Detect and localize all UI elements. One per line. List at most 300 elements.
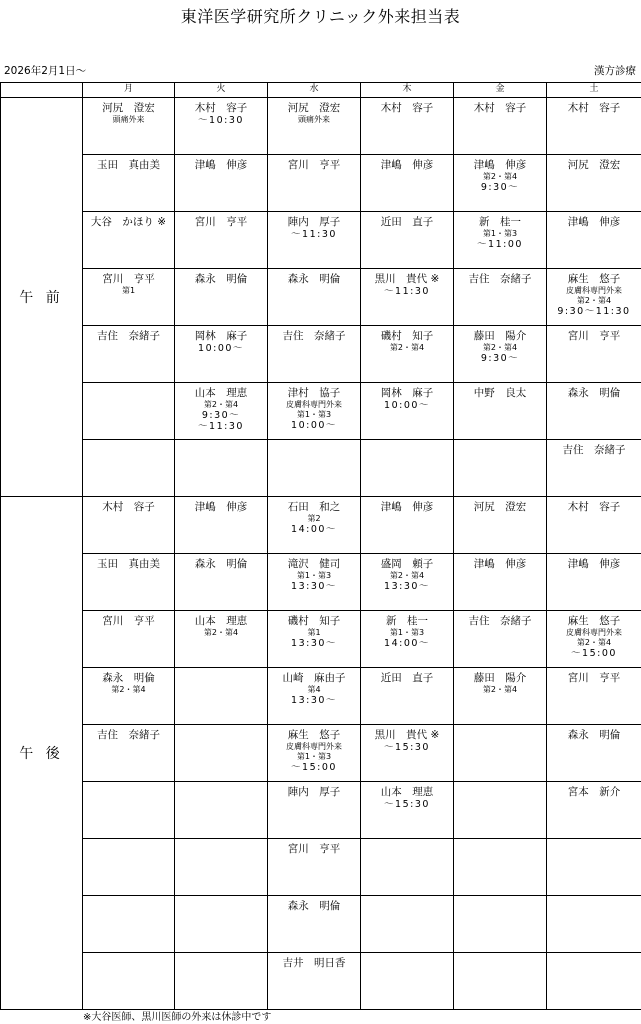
doctor-entry [361,896,453,899]
schedule-cell [547,269,641,326]
doctor-entry [268,668,360,706]
doctor-entry [454,155,546,193]
doctor-name: 吉住 奈緒子 [282,330,346,342]
schedule-cell [547,440,641,497]
schedule-cell [547,383,641,440]
doctor-entry [175,440,267,443]
schedule-note: 頭痛外来 [112,115,145,124]
schedule-cell [454,554,547,611]
doctor-name: 宮本 新介 [567,786,621,798]
doctor-entry [83,326,174,343]
doctor-name: 宮川 亨平 [567,672,621,684]
schedule-row [1,98,641,155]
doctor-name: 近田 直子 [380,672,434,684]
schedule-cell [454,269,547,326]
time-range: 14:00〜 [384,638,430,649]
doctor-name: 森永 明倫 [567,387,621,399]
schedule-cell [547,839,641,896]
schedule-note: 皮膚科専門外来 [566,286,622,295]
doctor-entry [83,668,174,695]
time-range: 〜11:00 [477,239,523,250]
doctor-entry [268,326,360,343]
time-range: 〜15:00 [291,762,337,773]
time-range: 14:00〜 [291,524,337,535]
doctor-entry [454,383,546,400]
schedule-cell [175,896,268,953]
schedule-note: 第1・第3 [389,628,425,637]
doctor-entry [361,782,453,810]
schedule-cell [454,155,547,212]
day-header: 土 [547,83,641,98]
doctor-name: 河尻 澄宏 [287,102,341,114]
doctor-name: 木村 容子 [380,102,434,114]
doctor-entry [454,668,546,695]
schedule-note: 第2・第4 [576,296,612,305]
schedule-note: 第2・第4 [203,400,239,409]
schedule-cell [268,896,361,953]
schedule-row [1,611,641,668]
schedule-cell [361,497,454,554]
doctor-entry [361,212,453,229]
schedule-cell [454,98,547,155]
schedule-cell [547,497,641,554]
doctor-name: 宮川 亨平 [194,216,248,228]
doctor-entry [547,953,641,956]
doctor-entry [454,269,546,286]
doctor-entry [361,383,453,411]
schedule-cell [454,896,547,953]
schedule-note: 頭痛外来 [298,115,330,124]
schedule-note: 第1・第3 [296,571,332,580]
doctor-name: 吉井 明日香 [282,957,346,969]
doctor-entry [83,269,174,296]
doctor-entry [454,440,546,443]
schedule-note: 第2・第4 [111,685,146,694]
doctor-entry [175,155,267,172]
doctor-entry [268,155,360,172]
schedule-cell [175,611,268,668]
footnote: ※大谷医師、黒川医師の外来は休診中です [83,1012,272,1023]
doctor-name: 陣内 厚子 [287,216,341,228]
doctor-entry [83,725,174,742]
schedule-cell [547,611,641,668]
schedule-cell [83,725,175,782]
doctor-name: 森永 明倫 [287,900,341,912]
schedule-cell [268,953,361,1010]
doctor-name: 森永 明倫 [102,672,155,684]
doctor-name: 津嶋 伸彦 [473,558,527,570]
pm-period-label: 午 後 [1,497,83,1010]
time-range: 〜11:30 [198,421,244,432]
doctor-name: 森永 明倫 [194,273,248,285]
schedule-cell [268,383,361,440]
doctor-entry [268,269,360,286]
doctor-entry [547,326,641,343]
time-range: 9:30〜11:30 [557,306,631,317]
schedule-cell [361,155,454,212]
schedule-cell [268,668,361,725]
schedule-note: 皮膚科専門外来 [286,400,342,409]
doctor-name: 宮川 亨平 [102,615,155,627]
doctor-name: 津嶋 伸彦 [380,159,434,171]
am-period-label: 午 前 [1,98,83,497]
schedule-row [1,839,641,896]
schedule-note: 第2 [307,514,321,523]
schedule-cell [361,98,454,155]
schedule-row [1,269,641,326]
schedule-cell [547,326,641,383]
doctor-entry [268,896,360,913]
doctor-name: 吉住 奈緒子 [97,330,160,342]
doctor-entry [361,611,453,649]
doctor-entry [175,383,267,432]
doctor-name: 津村 協子 [287,387,341,399]
doctor-entry [83,440,174,443]
time-range: 〜15:30 [384,799,430,810]
schedule-row [1,725,641,782]
doctor-name: 津嶋 伸彦 [567,558,621,570]
doctor-name: 大谷 かほり ※ [90,216,167,228]
schedule-note: 第2・第4 [389,343,425,352]
schedule-note: 第2・第4 [482,685,518,694]
doctor-entry [547,839,641,842]
doctor-entry [268,953,360,970]
time-range: 10:00〜 [291,420,337,431]
schedule-cell [83,383,175,440]
doctor-entry [83,497,174,514]
time-range: 〜11:30 [291,229,337,240]
doctor-entry [454,212,546,250]
doctor-name: 木村 容子 [194,102,248,114]
schedule-note: 第2・第4 [482,172,518,181]
doctor-entry [547,497,641,514]
schedule-cell [547,725,641,782]
doctor-entry [268,383,360,431]
doctor-name: 森永 明倫 [194,558,248,570]
schedule-note: 第2・第4 [389,571,425,580]
doctor-entry [547,155,641,172]
schedule-cell [454,212,547,269]
doctor-entry [268,782,360,799]
schedule-cell [83,953,175,1010]
doctor-name: 中野 良太 [473,387,527,399]
doctor-entry [361,440,453,443]
doctor-name: 宮川 亨平 [287,843,341,855]
schedule-cell [361,383,454,440]
doctor-entry [175,782,267,785]
doctor-name: 岡林 麻子 [380,387,434,399]
schedule-cell [361,953,454,1010]
schedule-cell [268,440,361,497]
schedule-row [1,953,641,1010]
day-header: 木 [361,83,454,98]
schedule-row [1,782,641,839]
schedule-cell [83,269,175,326]
schedule-cell [268,839,361,896]
schedule-cell [175,155,268,212]
doctor-name: 山本 理恵 [194,615,248,627]
schedule-cell [175,497,268,554]
doctor-entry [268,554,360,592]
doctor-entry [175,839,267,842]
schedule-cell [454,611,547,668]
time-range: 13:30〜 [291,695,337,706]
schedule-cell [547,896,641,953]
schedule-cell [268,554,361,611]
doctor-entry [547,611,641,659]
doctor-entry [268,440,360,443]
doctor-name: 木村 容子 [102,501,155,513]
time-range: 13:30〜 [384,581,430,592]
schedule-cell [175,326,268,383]
doctor-entry [175,611,267,638]
schedule-cell [547,98,641,155]
doctor-entry [83,212,174,229]
schedule-cell [454,668,547,725]
doctor-entry [361,155,453,172]
schedule-cell [175,725,268,782]
schedule-cell [268,155,361,212]
schedule-cell [83,326,175,383]
doctor-entry [454,725,546,728]
schedule-cell [361,440,454,497]
doctor-name: 山本 理恵 [380,786,434,798]
schedule-cell [361,896,454,953]
schedule-cell [175,269,268,326]
schedule-cell [454,497,547,554]
schedule-cell [361,782,454,839]
schedule-cell [83,98,175,155]
schedule-cell [175,554,268,611]
day-header-row [1,83,641,98]
doctor-entry [83,554,174,571]
doctor-name: 吉住 奈緒子 [97,729,160,741]
department-label: 漢方診療 [594,65,636,77]
doctor-name: 森永 明倫 [567,729,621,741]
doctor-name: 吉住 奈緒子 [468,615,532,627]
day-header: 金 [454,83,547,98]
schedule-cell [268,326,361,383]
doctor-name: 木村 容子 [567,501,621,513]
doctor-entry [454,953,546,956]
time-range: 〜15:00 [571,648,617,659]
doctor-name: 麻生 悠子 [567,615,621,627]
doctor-name: 磯村 知子 [380,330,434,342]
schedule-cell [361,839,454,896]
schedule-note: 第1・第3 [482,229,518,238]
doctor-entry [361,554,453,592]
schedule-note: 第1・第3 [296,752,332,761]
schedule-cell [361,212,454,269]
schedule-cell [175,839,268,896]
doctor-entry [361,98,453,115]
doctor-entry [547,782,641,799]
doctor-entry [175,497,267,514]
doctor-name: 近田 直子 [380,216,434,228]
schedule-cell [268,725,361,782]
doctor-entry [547,440,641,457]
page-title: 東洋医学研究所クリニック外来担当表 [180,7,461,26]
doctor-entry [547,554,641,571]
schedule-note: 第2・第4 [576,638,612,647]
schedule-cell [175,98,268,155]
schedule-cell [547,953,641,1010]
schedule-cell [454,440,547,497]
doctor-entry [454,611,546,628]
time-range: 〜11:30 [384,286,430,297]
schedule-row [1,212,641,269]
schedule-row [1,896,641,953]
schedule-cell [547,782,641,839]
schedule-table [0,82,641,1010]
doctor-name: 黒川 貴代 ※ [374,273,440,285]
doctor-name: 吉住 奈緒子 [562,444,626,456]
schedule-cell [268,497,361,554]
schedule-row [1,383,641,440]
doctor-entry [454,497,546,514]
doctor-entry [547,98,641,115]
doctor-entry [361,326,453,353]
doctor-name: 津嶋 伸彦 [194,501,248,513]
doctor-entry [454,554,546,571]
schedule-cell [268,98,361,155]
doctor-name: 麻生 悠子 [287,729,341,741]
schedule-cell [83,497,175,554]
schedule-cell [454,839,547,896]
schedule-cell [175,212,268,269]
schedule-cell [547,212,641,269]
doctor-entry [175,98,267,126]
doctor-name: 河尻 澄宏 [102,102,155,114]
schedule-note: 第1 [307,628,321,637]
doctor-entry [83,155,174,172]
schedule-cell [175,782,268,839]
schedule-cell [83,896,175,953]
doctor-entry [268,497,360,535]
schedule-cell [83,782,175,839]
doctor-entry [175,953,267,956]
doctor-entry [175,212,267,229]
time-range: 10:00〜 [384,400,430,411]
doctor-name: 黒川 貴代 ※ [374,729,440,741]
time-range: 9:30〜 [480,353,520,364]
doctor-entry [268,98,360,125]
doctor-name: 藤田 陽介 [473,330,527,342]
schedule-row [1,668,641,725]
doctor-name: 新 桂一 [386,615,428,627]
doctor-name: 石田 和之 [287,501,341,513]
doctor-name: 宮川 亨平 [102,273,155,285]
schedule-cell [547,155,641,212]
time-range: 9:30〜 [201,410,241,421]
doctor-name: 新 桂一 [479,216,521,228]
schedule-cell [83,839,175,896]
doctor-entry [547,212,641,229]
doctor-name: 滝沢 健司 [287,558,341,570]
schedule-row [1,326,641,383]
doctor-name: 木村 容子 [567,102,621,114]
schedule-note: 第1 [121,286,136,295]
schedule-cell [361,269,454,326]
schedule-cell [175,953,268,1010]
doctor-entry [268,212,360,240]
doctor-entry [361,497,453,514]
doctor-entry [83,896,174,899]
schedule-cell [83,554,175,611]
doctor-entry [547,896,641,899]
doctor-name: 陣内 厚子 [287,786,341,798]
time-range: 9:30〜 [480,182,520,193]
doctor-entry [361,269,453,297]
time-range: 10:00〜 [198,343,244,354]
doctor-entry [547,269,641,317]
time-range: 13:30〜 [291,638,337,649]
doctor-entry [547,668,641,685]
doctor-entry [268,611,360,649]
doctor-name: 津嶋 伸彦 [567,216,621,228]
doctor-name: 麻生 悠子 [567,273,621,285]
doctor-entry [268,839,360,856]
doctor-name: 玉田 真由美 [97,558,160,570]
doctor-name: 河尻 澄宏 [567,159,621,171]
schedule-cell [454,725,547,782]
schedule-cell [547,668,641,725]
schedule-cell [83,440,175,497]
time-range: 〜15:30 [384,742,430,753]
doctor-name: 藤田 陽介 [473,672,527,684]
schedule-cell [361,326,454,383]
doctor-entry [175,326,267,354]
schedule-note: 第1・第3 [296,410,332,419]
doctor-entry [175,269,267,286]
doctor-name: 宮川 亨平 [567,330,621,342]
day-header: 水 [268,83,361,98]
doctor-entry [175,725,267,728]
doctor-entry [83,953,174,956]
doctor-entry [361,953,453,956]
schedule-cell [268,782,361,839]
doctor-entry [83,782,174,785]
doctor-name: 森永 明倫 [287,273,341,285]
schedule-note: 第2・第4 [482,343,518,352]
doctor-name: 木村 容子 [473,102,527,114]
schedule-cell [361,668,454,725]
doctor-entry [83,98,174,125]
doctor-name: 津嶋 伸彦 [473,159,527,171]
doctor-name: 津嶋 伸彦 [380,501,434,513]
effective-date: 2026年2月1日〜 [4,65,87,77]
doctor-name: 磯村 知子 [287,615,341,627]
doctor-entry [361,668,453,685]
schedule-cell [361,611,454,668]
doctor-name: 宮川 亨平 [287,159,341,171]
doctor-name: 盛岡 頼子 [380,558,434,570]
schedule-row [1,554,641,611]
doctor-name: 玉田 真由美 [97,159,160,171]
doctor-entry [175,668,267,671]
schedule-note: 第2・第4 [203,628,239,637]
doctor-entry [83,611,174,628]
schedule-cell [268,212,361,269]
schedule-note: 皮膚科専門外来 [286,742,342,751]
doctor-name: 山本 理恵 [194,387,248,399]
doctor-entry [547,725,641,742]
schedule-cell [83,668,175,725]
schedule-cell [83,155,175,212]
doctor-entry [454,326,546,364]
doctor-entry [268,725,360,773]
day-header: 月 [83,83,175,98]
